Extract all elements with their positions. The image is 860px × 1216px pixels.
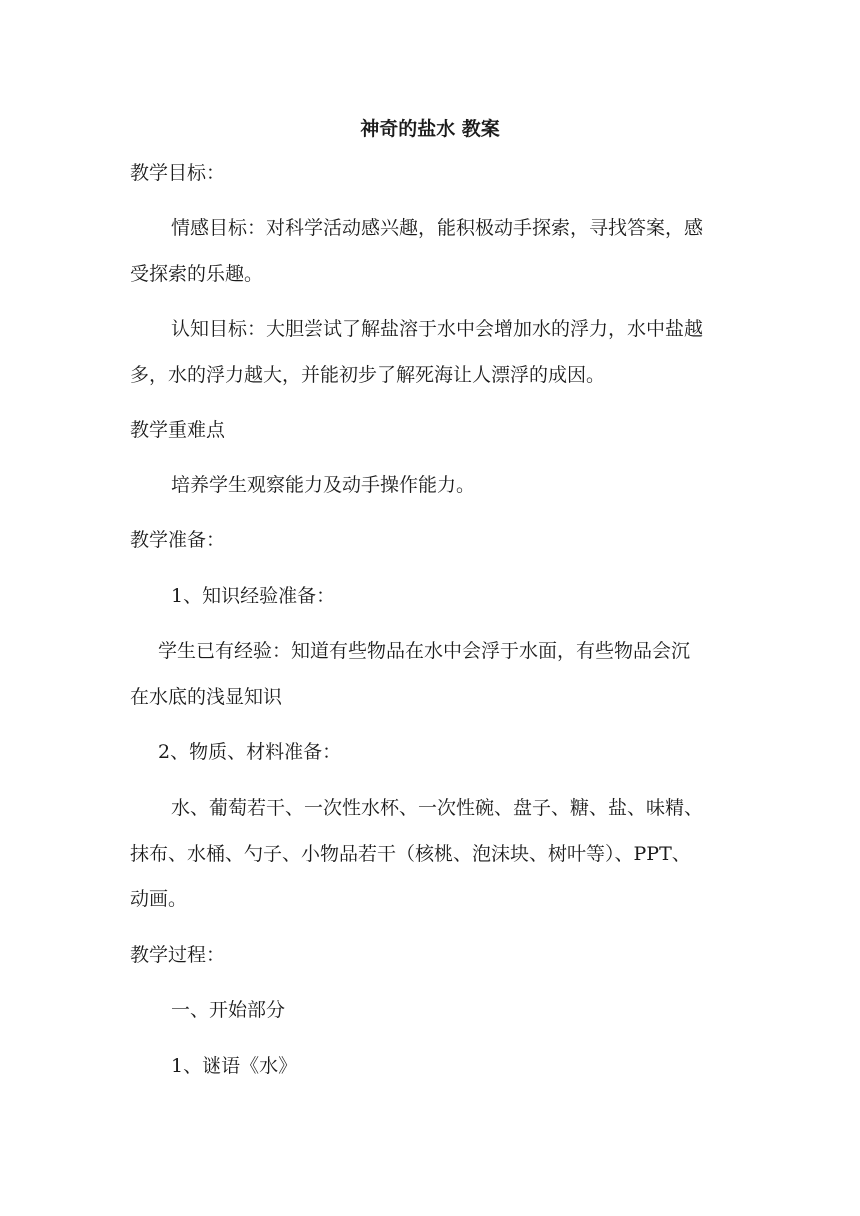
heading-teaching-process: 教学过程： [130, 944, 226, 966]
paragraph-emotional-goal-line-2: 受探索的乐趣。 [130, 263, 264, 285]
subheading-knowledge-preparation: 1、知识经验准备： [171, 585, 336, 607]
subheading-opening-part: 一、开始部分 [171, 999, 286, 1021]
subheading-materials-preparation: 2、物质、材料准备： [158, 741, 342, 763]
paragraph-emotional-goal-line-1: 情感目标：对科学活动感兴趣，能积极动手探索，寻找答案，感 [171, 217, 704, 239]
paragraph-prior-experience-line-2: 在水底的浅显知识 [130, 686, 283, 708]
heading-key-difficulties: 教学重难点 [130, 419, 226, 441]
document-title: 神奇的盐水 教案 [360, 118, 500, 140]
paragraph-materials-line-2: 抹布、水桶、勺子、小物品若干（核桃、泡沫块、树叶等）、PPT、 [130, 843, 691, 865]
heading-teaching-objectives: 教学目标： [130, 162, 226, 184]
heading-teaching-preparation: 教学准备： [130, 529, 226, 551]
paragraph-prior-experience-line-1: 学生已有经验：知道有些物品在水中会浮于水面，有些物品会沉 [158, 640, 691, 662]
paragraph-materials-line-1: 水、葡萄若干、一次性水杯、一次性碗、盘子、糖、盐、味精、 [171, 797, 704, 819]
paragraph-cognitive-goal-line-2: 多，水的浮力越大，并能初步了解死海让人漂浮的成因。 [130, 364, 606, 386]
paragraph-materials-line-3: 动画。 [130, 888, 188, 910]
paragraph-key-difficulties: 培养学生观察能力及动手操作能力。 [171, 474, 476, 496]
item-riddle-water: 1、谜语《水》 [171, 1055, 298, 1077]
paragraph-cognitive-goal-line-1: 认知目标：大胆尝试了解盐溶于水中会增加水的浮力，水中盐越 [171, 318, 704, 340]
